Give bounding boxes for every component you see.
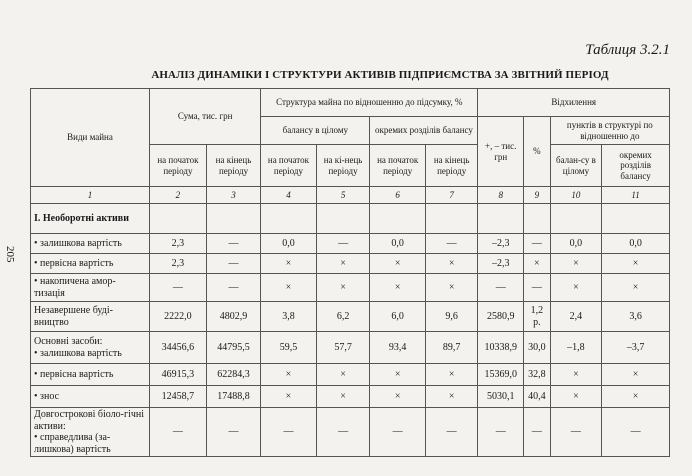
- header-begin: на початок періоду: [261, 145, 316, 187]
- value-cell: 10338,9: [478, 332, 524, 364]
- value-cell: [261, 204, 316, 234]
- value-cell: ×: [370, 274, 425, 302]
- row-label: Довгострокові біоло-гічні активи:: [34, 409, 145, 432]
- row-label-cell: [31, 364, 150, 386]
- row-label: • первісна вартість: [34, 369, 113, 380]
- value-cell: —: [524, 234, 551, 254]
- row-label: • залишкова вартість: [34, 238, 122, 249]
- table-row: [31, 364, 670, 386]
- table-row: [31, 254, 670, 274]
- header-start: на початок періоду: [150, 145, 207, 187]
- value-cell: —: [524, 408, 551, 457]
- value-cell: [206, 204, 260, 234]
- row-label: • накопичена амор-тизація: [34, 276, 116, 299]
- col-number: 1: [31, 187, 150, 204]
- col-number: 11: [602, 187, 670, 204]
- value-cell: ×: [550, 364, 602, 386]
- row-sublabel: • справедлива (за-лишкова) вартість: [34, 432, 111, 455]
- header-start-2: на початок періоду: [370, 145, 425, 187]
- table-row: [31, 302, 670, 332]
- row-label: • знос: [34, 391, 59, 402]
- value-cell: –1,8: [550, 332, 602, 364]
- header-sections-balance: окремих розділів балансу: [370, 117, 478, 145]
- value-cell: –2,3: [478, 254, 524, 274]
- value-cell: 62284,3: [206, 364, 260, 386]
- value-cell: ×: [261, 364, 316, 386]
- table-row: [31, 274, 670, 302]
- value-cell: ×: [425, 364, 478, 386]
- value-cell: 30,0: [524, 332, 551, 364]
- row-label: І. Необоротні активи: [34, 212, 129, 224]
- column-numbers-row: [31, 187, 670, 204]
- value-cell: 1,2 р.: [524, 302, 551, 332]
- col-number: 4: [261, 187, 316, 204]
- value-cell: 12458,7: [150, 386, 207, 408]
- value-cell: [524, 204, 551, 234]
- value-cell: [478, 204, 524, 234]
- value-cell: 89,7: [425, 332, 478, 364]
- col-number: 6: [370, 187, 425, 204]
- value-cell: —: [206, 234, 260, 254]
- table-row: [31, 386, 670, 408]
- value-cell: 40,4: [524, 386, 551, 408]
- value-cell: —: [478, 274, 524, 302]
- value-cell: —: [206, 274, 260, 302]
- value-cell: —: [524, 274, 551, 302]
- value-cell: —: [316, 408, 370, 457]
- col-number: 2: [150, 187, 207, 204]
- header-deviation: Відхилення: [478, 89, 670, 117]
- value-cell: ×: [425, 254, 478, 274]
- value-cell: —: [425, 234, 478, 254]
- page-number: 205: [4, 246, 16, 263]
- value-cell: 2,3: [150, 234, 207, 254]
- value-cell: ×: [425, 274, 478, 302]
- value-cell: 0,0: [261, 234, 316, 254]
- header-points: пунктів в структурі по відношенню до: [550, 117, 669, 145]
- header-end-2: на кінець періоду: [425, 145, 478, 187]
- value-cell: ×: [316, 274, 370, 302]
- value-cell: —: [206, 408, 260, 457]
- value-cell: ×: [261, 386, 316, 408]
- value-cell: ×: [370, 386, 425, 408]
- value-cell: [602, 204, 670, 234]
- value-cell: 93,4: [370, 332, 425, 364]
- value-cell: ×: [602, 254, 670, 274]
- row-label-cell: [31, 302, 150, 332]
- value-cell: ×: [370, 364, 425, 386]
- value-cell: ×: [550, 254, 602, 274]
- header-bal-total-short: балан-су в цілому: [550, 145, 602, 187]
- value-cell: ×: [602, 364, 670, 386]
- value-cell: [150, 204, 207, 234]
- value-cell: 4802,9: [206, 302, 260, 332]
- col-number: 7: [425, 187, 478, 204]
- col-number: 3: [206, 187, 260, 204]
- value-cell: —: [150, 408, 207, 457]
- value-cell: 0,0: [370, 234, 425, 254]
- value-cell: –2,3: [478, 234, 524, 254]
- value-cell: 17488,8: [206, 386, 260, 408]
- value-cell: 0,0: [550, 234, 602, 254]
- header-plus-minus: +, – тис. грн: [478, 117, 524, 187]
- row-label: • первісна вартість: [34, 258, 113, 269]
- value-cell: —: [370, 408, 425, 457]
- col-number: 10: [550, 187, 602, 204]
- table-row: [31, 234, 670, 254]
- value-cell: ×: [550, 386, 602, 408]
- value-cell: 2580,9: [478, 302, 524, 332]
- value-cell: [370, 204, 425, 234]
- header-structure: Структура майна по відношенню до підсумку, %: [261, 89, 478, 117]
- value-cell: –3,7: [602, 332, 670, 364]
- value-cell: [550, 204, 602, 234]
- value-cell: 44795,5: [206, 332, 260, 364]
- value-cell: 57,7: [316, 332, 370, 364]
- header-end-short: на кі-нець періоду: [316, 145, 370, 187]
- table-row: [31, 332, 670, 364]
- value-cell: 15369,0: [478, 364, 524, 386]
- table-title: АНАЛІЗ ДИНАМІКИ І СТРУКТУРИ АКТИВІВ ПІДПРИЄМСТВА ЗА ЗВІТНИЙ ПЕРІОД: [151, 69, 609, 81]
- value-cell: 2,4: [550, 302, 602, 332]
- value-cell: 9,6: [425, 302, 478, 332]
- table-row: [31, 204, 670, 234]
- col-number: 9: [524, 187, 551, 204]
- value-cell: ×: [550, 274, 602, 302]
- value-cell: 3,8: [261, 302, 316, 332]
- value-cell: ×: [602, 386, 670, 408]
- row-label: Основні засоби:: [34, 336, 103, 347]
- value-cell: [425, 204, 478, 234]
- value-cell: —: [150, 274, 207, 302]
- value-cell: 59,5: [261, 332, 316, 364]
- table-label: Таблиця 3.2.1: [585, 42, 670, 58]
- value-cell: ×: [261, 254, 316, 274]
- row-label-cell: [31, 204, 150, 234]
- header-percent: %: [524, 117, 551, 187]
- value-cell: 0,0: [602, 234, 670, 254]
- value-cell: —: [602, 408, 670, 457]
- row-label-cell: [31, 274, 150, 302]
- value-cell: ×: [261, 274, 316, 302]
- value-cell: 32,8: [524, 364, 551, 386]
- header-sections-short: окремих розділів балансу: [602, 145, 670, 187]
- value-cell: [316, 204, 370, 234]
- value-cell: —: [206, 254, 260, 274]
- header-sum: Сума, тис. грн: [150, 89, 261, 145]
- table-row: [31, 408, 670, 457]
- row-label-cell: [31, 332, 150, 364]
- row-sublabel: • залишкова вартість: [34, 348, 122, 359]
- row-label: Незавершене буді-вництво: [34, 305, 113, 328]
- asset-analysis-table: [30, 88, 670, 457]
- row-label-cell: [31, 386, 150, 408]
- value-cell: 2,3: [150, 254, 207, 274]
- value-cell: ×: [602, 274, 670, 302]
- header-types: Види майна: [31, 89, 150, 187]
- value-cell: ×: [370, 254, 425, 274]
- value-cell: ×: [316, 364, 370, 386]
- value-cell: ×: [316, 254, 370, 274]
- value-cell: —: [478, 408, 524, 457]
- row-label-cell: [31, 408, 150, 457]
- value-cell: ×: [524, 254, 551, 274]
- col-number: 5: [316, 187, 370, 204]
- value-cell: —: [425, 408, 478, 457]
- value-cell: 6,0: [370, 302, 425, 332]
- value-cell: 46915,3: [150, 364, 207, 386]
- value-cell: 5030,1: [478, 386, 524, 408]
- table-body: [31, 204, 670, 457]
- value-cell: ×: [425, 386, 478, 408]
- value-cell: ×: [316, 386, 370, 408]
- row-label-cell: [31, 254, 150, 274]
- value-cell: 6,2: [316, 302, 370, 332]
- value-cell: —: [316, 234, 370, 254]
- header-balance-total: балансу в цілому: [261, 117, 370, 145]
- value-cell: —: [261, 408, 316, 457]
- value-cell: 2222,0: [150, 302, 207, 332]
- header-end: на кінець періоду: [206, 145, 260, 187]
- col-number: 8: [478, 187, 524, 204]
- row-label-cell: [31, 234, 150, 254]
- value-cell: 3,6: [602, 302, 670, 332]
- value-cell: —: [550, 408, 602, 457]
- value-cell: 34456,6: [150, 332, 207, 364]
